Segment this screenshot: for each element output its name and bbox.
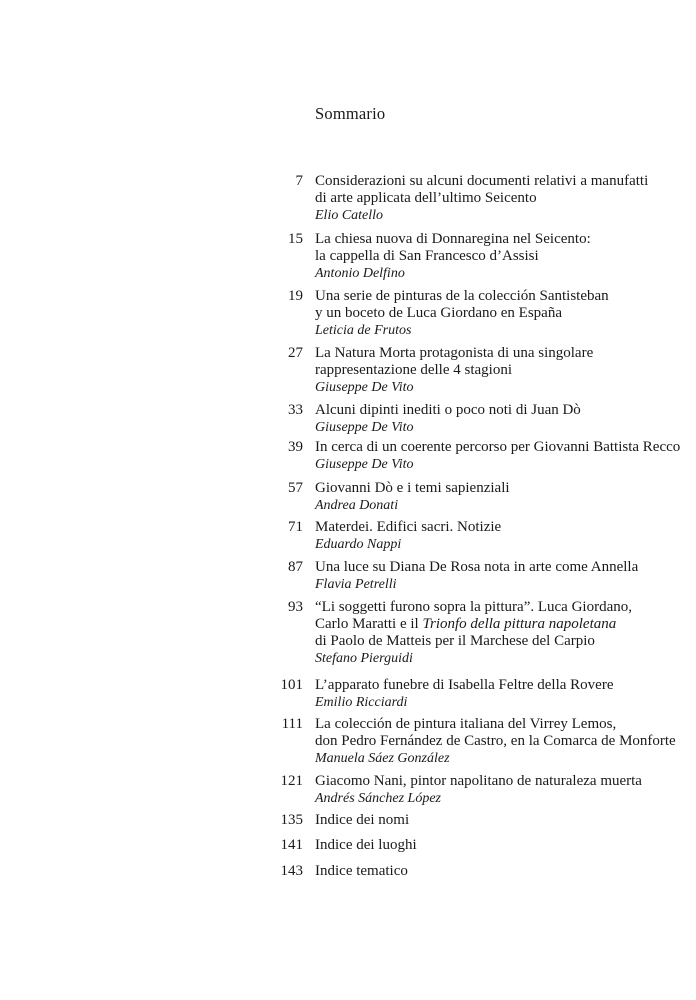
page-number: 141 [280, 837, 303, 853]
page-number: 15 [288, 231, 303, 247]
entry-body [315, 773, 690, 807]
entry-body [315, 837, 690, 854]
entry-title-line: Materdei. Edifici sacri. Notizie [315, 519, 502, 535]
entry-author: Emilio Ricciardi [315, 695, 408, 710]
entry-title-line: don Pedro Fernández de Castro, en la Comarca de Monforte [315, 733, 676, 749]
page-number: 71 [288, 519, 303, 535]
entry-author: Giuseppe De Vito [315, 420, 414, 435]
page-number: 19 [288, 288, 303, 304]
entry-title-line: Una serie de pinturas de la colección Santisteban [315, 288, 609, 304]
entry-author: Stefano Pierguidi [315, 651, 413, 666]
entry-title-line: Una luce su Diana De Rosa nota in arte come Annella [315, 559, 639, 575]
entry-title-line: La chiesa nuova di Donnaregina nel Seicento: [315, 231, 591, 247]
entry-body [315, 345, 690, 396]
entry-author: Elio Catello [315, 208, 384, 223]
entry-title-line: y un boceto de Luca Giordano en España [315, 305, 562, 321]
entry-title-line: Alcuni dipinti inediti o poco noti di Juan Dò [315, 402, 581, 418]
entry-author: Andrea Donati [315, 498, 399, 513]
entry-body [315, 519, 690, 553]
entry-body [315, 288, 690, 339]
entry-title-line: Indice tematico [315, 863, 408, 879]
page-number: 111 [281, 716, 303, 732]
entry-title-line: Considerazioni su alcuni documenti relativi a manufatti [315, 173, 649, 189]
page-number: 143 [280, 863, 303, 879]
entry-author: Antonio Delfino [315, 266, 405, 281]
entry-title-line: Indice dei luoghi [315, 837, 417, 853]
entry-title-line: Giacomo Nani, pintor napolitano de naturaleza muerta [315, 773, 642, 789]
page-number: 39 [288, 439, 303, 455]
entry-italic-title: Trionfo della pittura napoletana [422, 616, 617, 632]
page-number: 87 [288, 559, 303, 575]
entry-title-line: La Natura Morta protagonista di una singolare [315, 345, 594, 361]
entry-body [315, 439, 690, 473]
entry-title-line: la cappella di San Francesco d’Assisi [315, 248, 539, 264]
entry-author: Andrés Sánchez López [315, 791, 441, 806]
entry-title-line: Giovanni Dò e i temi sapienziali [315, 480, 510, 496]
page-number: 121 [280, 773, 303, 789]
entry-body [315, 231, 690, 282]
entry-title-text: Carlo Maratti e il [315, 616, 423, 632]
entry-body [315, 173, 690, 224]
page-number: 27 [288, 345, 303, 361]
entry-author: Leticia de Frutos [315, 323, 412, 338]
page-number: 57 [288, 480, 303, 496]
page-number: 135 [280, 812, 303, 828]
entry-title-line [315, 616, 690, 633]
entry-title-line: L’apparato funebre di Isabella Feltre della Rovere [315, 677, 614, 693]
page-number: 33 [288, 402, 303, 418]
entry-body [315, 480, 690, 514]
page-number: 7 [295, 173, 303, 189]
entry-title-line: rappresentazione delle 4 stagioni [315, 362, 513, 378]
entry-title-line: In cerca di un coerente percorso per Giovanni Battista Recco [315, 439, 681, 455]
entry-author: Giuseppe De Vito [315, 457, 414, 472]
page-title: Sommario [315, 104, 386, 123]
entry-title-line: La colección de pintura italiana del Virrey Lemos, [315, 716, 617, 732]
entry-author: Flavia Petrelli [315, 577, 397, 592]
entry-body [315, 812, 690, 829]
entry-author: Eduardo Nappi [315, 537, 402, 552]
entry-body [315, 863, 690, 880]
entry-body [315, 599, 690, 667]
entry-body [315, 402, 690, 436]
entry-author: Manuela Sáez González [315, 751, 450, 766]
entry-body [315, 677, 690, 711]
entry-title-line: Indice dei nomi [315, 812, 410, 828]
entry-title-line: “Li soggetti furono sopra la pittura”. Luca Giordano, [315, 599, 632, 615]
page-number: 101 [280, 677, 303, 693]
entry-body [315, 559, 690, 593]
entry-author: Giuseppe De Vito [315, 380, 414, 395]
entry-body [315, 716, 690, 767]
entry-title-line: di Paolo de Matteis per il Marchese del Carpio [315, 633, 595, 649]
entry-title-line: di arte applicata dell’ultimo Seicento [315, 190, 537, 206]
page-number: 93 [288, 599, 303, 615]
